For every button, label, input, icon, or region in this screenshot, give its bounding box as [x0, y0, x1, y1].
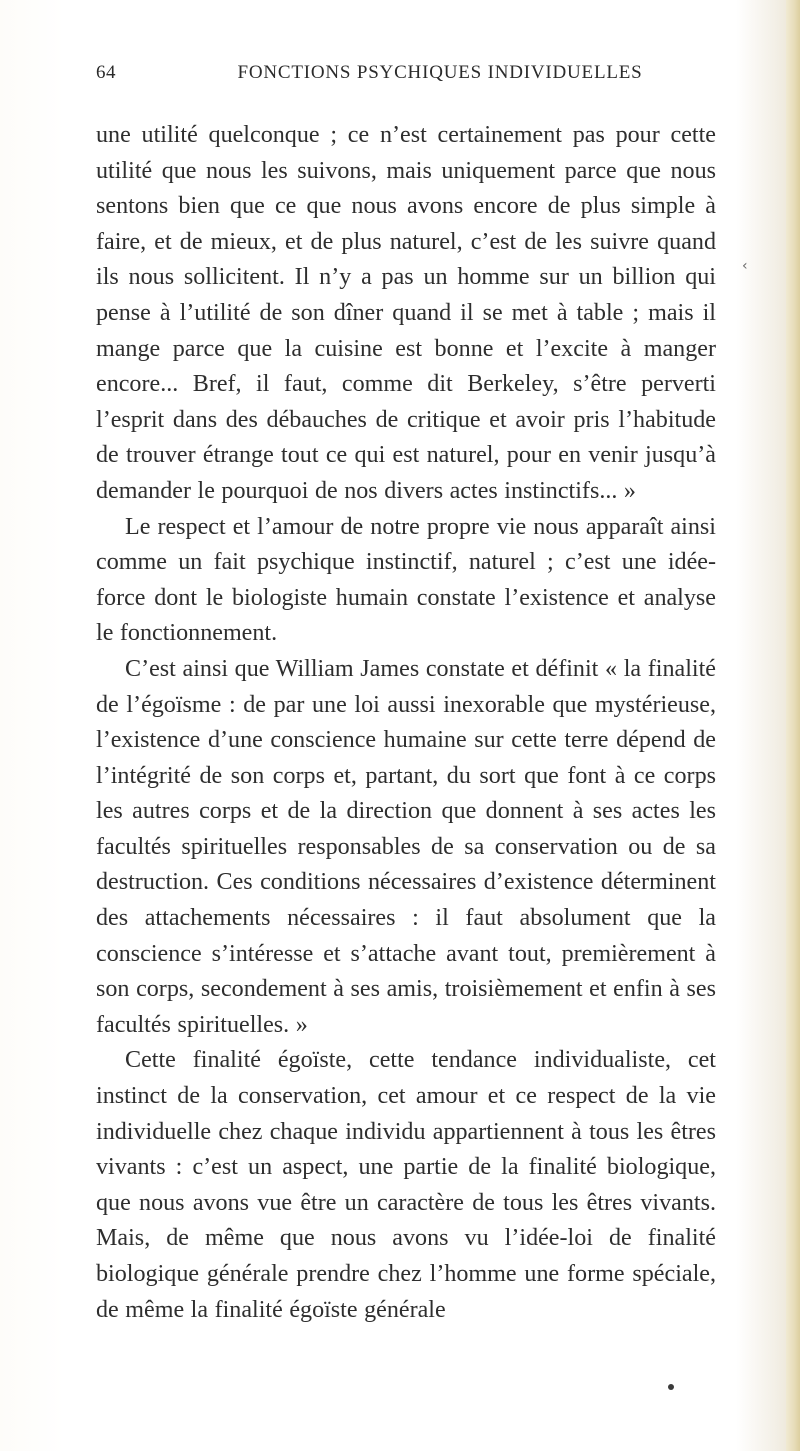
page-number: 64 — [96, 62, 116, 83]
running-title: FONCTIONS PSYCHIQUES INDIVIDUELLES — [237, 62, 643, 83]
body-text — [96, 118, 716, 1328]
paragraph-4: Cette finalité égoïste, cette tendance individualiste, cet instinct de la conservation, cet amour et ce respect de la vie individuelle chez chaque individu appartiennent à tous les êtres vivants : c’est un aspect, une partie de la finalité biologique, que nous avons vue être un caractère de tous les êtres vivants. Mais, de même que nous avons vu l’idée-loi de finalité biologique générale prendre chez l’homme une forme spéciale, de même la finalité égoïste générale — [96, 1047, 716, 1323]
page-header — [96, 62, 724, 92]
paragraph-2: Le respect et l’amour de notre propre vie nous apparaît ainsi comme un fait psychique instinctif, naturel ; c’est une idée-force dont le biologiste humain constate l’existence et analyse le fonctionnement. — [96, 513, 716, 647]
paragraph-1: une utilité quelconque ; ce n’est certainement pas pour cette utilité que nous les suivons, mais uniquement parce que nous sentons bien que ce que nous avons encore de plus simple à faire, et de mieux, et de plus naturel, c’est de les suivre quand ils nous sollicitent. Il n’y a pas un homme sur un billion qui pense à l’utilité de son dîner quand il se met à table ; mais il mange parce que la cuisine est bonne et l’excite à manger encore... Bref, il faut, comme dit Berkeley, s’être perverti l’esprit dans des débauches de critique et avoir pris l’habitude de trouver étrange tout ce qui est naturel, pour en venir jusqu’à demander le pourquoi de nos divers actes instinctifs... » — [96, 122, 716, 504]
page-edge-shadow — [786, 0, 800, 1451]
paragraph-3: C’est ainsi que William James constate et définit « la finalité de l’égoïsme : de par une loi aussi inexorable que mystérieuse, l’existence d’une conscience humaine sur cette terre dépend de l’intégrité de son corps et, partant, du sort que font à ce corps les autres corps et de la direction que donnent à ses actes les facultés spirituelles responsables de sa conservation ou de sa destruction. Ces conditions nécessaires d’existence déterminent des attachements nécessaires : il faut absolument que la conscience s’intéresse et s’attache avant tout, premièrement à son corps, secondement à ses amis, troisièmement et enfin à ses facultés spirituelles. » — [96, 655, 716, 1038]
ink-dot — [668, 1384, 674, 1390]
margin-mark: ‹ — [742, 258, 748, 274]
